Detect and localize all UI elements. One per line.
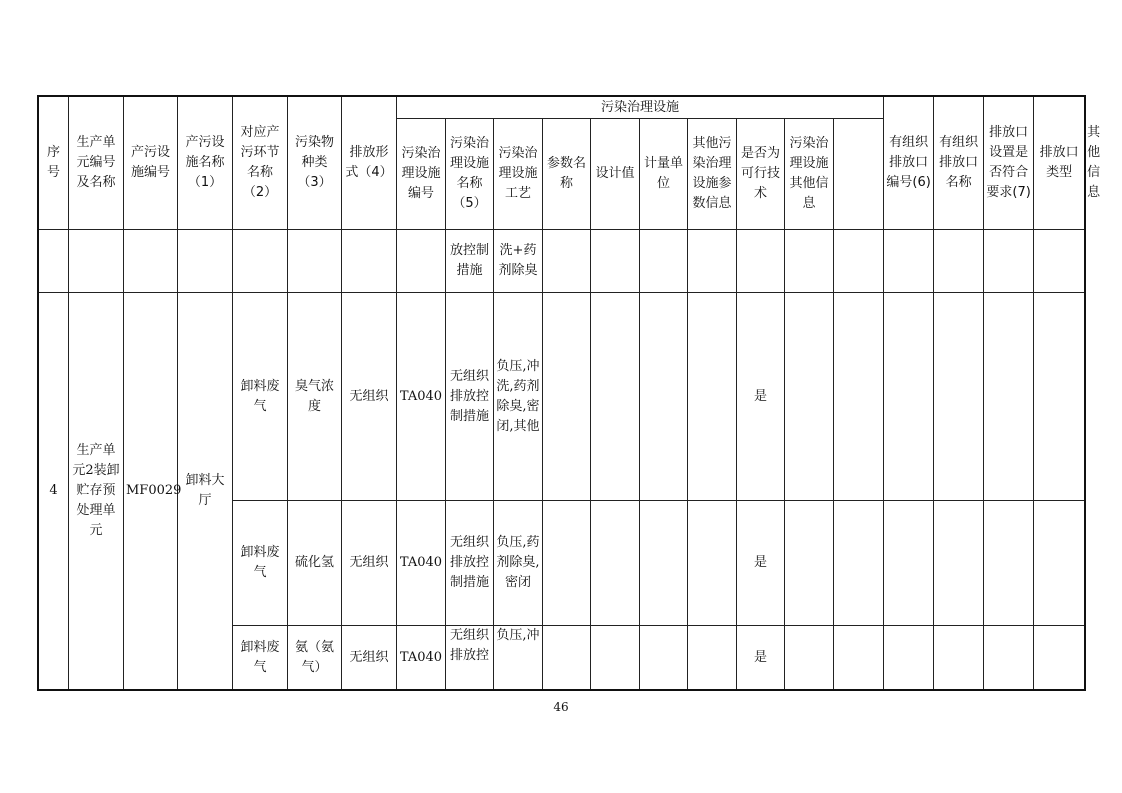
- cell-seq: 4: [39, 293, 69, 690]
- header-treatment-group: 污染治理设施: [397, 97, 884, 119]
- header-treat-process: 污染治理设施工艺: [494, 119, 543, 230]
- header-other-params: 其他污染治理设施参数信息: [688, 119, 737, 230]
- header-treat-id: 污染治理设施编号: [397, 119, 446, 230]
- cell-process: 卸料废气: [233, 626, 288, 690]
- header-outlet-id: 有组织排放口编号(6): [884, 97, 934, 230]
- cell-treat-process: 洗+药剂除臭: [494, 230, 543, 293]
- header-outlet-name: 有组织排放口名称: [934, 97, 984, 230]
- cell-feasible: 是: [737, 501, 785, 626]
- cell-treat-name: 无组织排放控: [446, 626, 494, 690]
- header-unit-measure: 计量单位: [640, 119, 688, 230]
- header-treat-name: 污染治理设施名称（5）: [446, 119, 494, 230]
- pollution-treatment-table: 序号 生产单元编号及名称 产污设施编号 产污设施名称（1） 对应产污环节名称（2） 污染物种类（3） 排放形式（4） 污染治理设施 有组织排放口编号(6) 有组织排放口名称 排放口设置是否符合要求(7) 排放口类型 其他信息 污染治理设施编号 污染治理设施名称（5） 污染治理设施工艺 参数名称 设计值 计量单位 其他污染治理设施参数信息 是否为可行技术 污染治理设施其他信息 放控制措施 洗+药剂除臭 4 生产单元2装卸贮存预处理单元 MF0029 卸料大厅 卸料废气 臭气浓度 无组织 TA040 无组织排放控制措施 负压,冲洗,药剂除臭,密闭,其他 是 卸料废气 硫化氢 无组织 TA040 无组织排放控制措施 负压,药剂除臭,密闭 是 卸料废气 氨（氨气） 无组织 TA040 无组织排放控 负压,冲 是: [38, 96, 1085, 690]
- cell-feasible: 是: [737, 626, 785, 690]
- cell-treat-id: TA040: [397, 501, 446, 626]
- cell-pollutant: 臭气浓度: [288, 293, 342, 501]
- header-outlet-type: 排放口类型: [1034, 97, 1085, 230]
- header-emission-form: 排放形式（4）: [342, 97, 397, 230]
- header-design-value: 设计值: [591, 119, 640, 230]
- cell-unit: 生产单元2装卸贮存预处理单元: [69, 293, 124, 690]
- header-seq: 序号: [39, 97, 69, 230]
- cell-process: 卸料废气: [233, 293, 288, 501]
- header-feasible: 是否为可行技术: [737, 119, 785, 230]
- header-unit: 生产单元编号及名称: [69, 97, 124, 230]
- cell-treat-process: 负压,冲: [494, 626, 543, 690]
- header-facility-name: 产污设施名称（1）: [178, 97, 233, 230]
- cell-facility-id: MF0029: [124, 293, 178, 690]
- cell-feasible: 是: [737, 293, 785, 501]
- cell-pollutant: 氨（氨气）: [288, 626, 342, 690]
- header-facility-id: 产污设施编号: [124, 97, 178, 230]
- cell-treat-id: TA040: [397, 626, 446, 690]
- header-outlet-compliant: 排放口设置是否符合要求(7): [984, 97, 1034, 230]
- cell-treat-id: TA040: [397, 293, 446, 501]
- cell-facility-name: 卸料大厅: [178, 293, 233, 690]
- cell-process: 卸料废气: [233, 501, 288, 626]
- header-param-name: 参数名称: [543, 119, 591, 230]
- cell-emission-form: 无组织: [342, 293, 397, 501]
- cell-emission-form: 无组织: [342, 501, 397, 626]
- emission-table-sheet: [38, 96, 1101, 692]
- cell-pollutant: 硫化氢: [288, 501, 342, 626]
- cell-treat-process: 负压,冲洗,药剂除臭,密闭,其他: [494, 293, 543, 501]
- header-process: 对应产污环节名称（2）: [233, 97, 288, 230]
- cell-treat-name: 放控制措施: [446, 230, 494, 293]
- page-number: 46: [553, 700, 569, 714]
- header-pollutant: 污染物种类（3）: [288, 97, 342, 230]
- table-row-continued: [39, 230, 1085, 293]
- cell-treat-name: 无组织排放控制措施: [446, 501, 494, 626]
- cell-treat-name: 无组织排放控制措施: [446, 293, 494, 501]
- table-row: [39, 293, 1085, 501]
- cell-emission-form: 无组织: [342, 626, 397, 690]
- header-other-info: 污染治理设施其他信息: [785, 119, 834, 230]
- cell-treat-process: 负压,药剂除臭,密闭: [494, 501, 543, 626]
